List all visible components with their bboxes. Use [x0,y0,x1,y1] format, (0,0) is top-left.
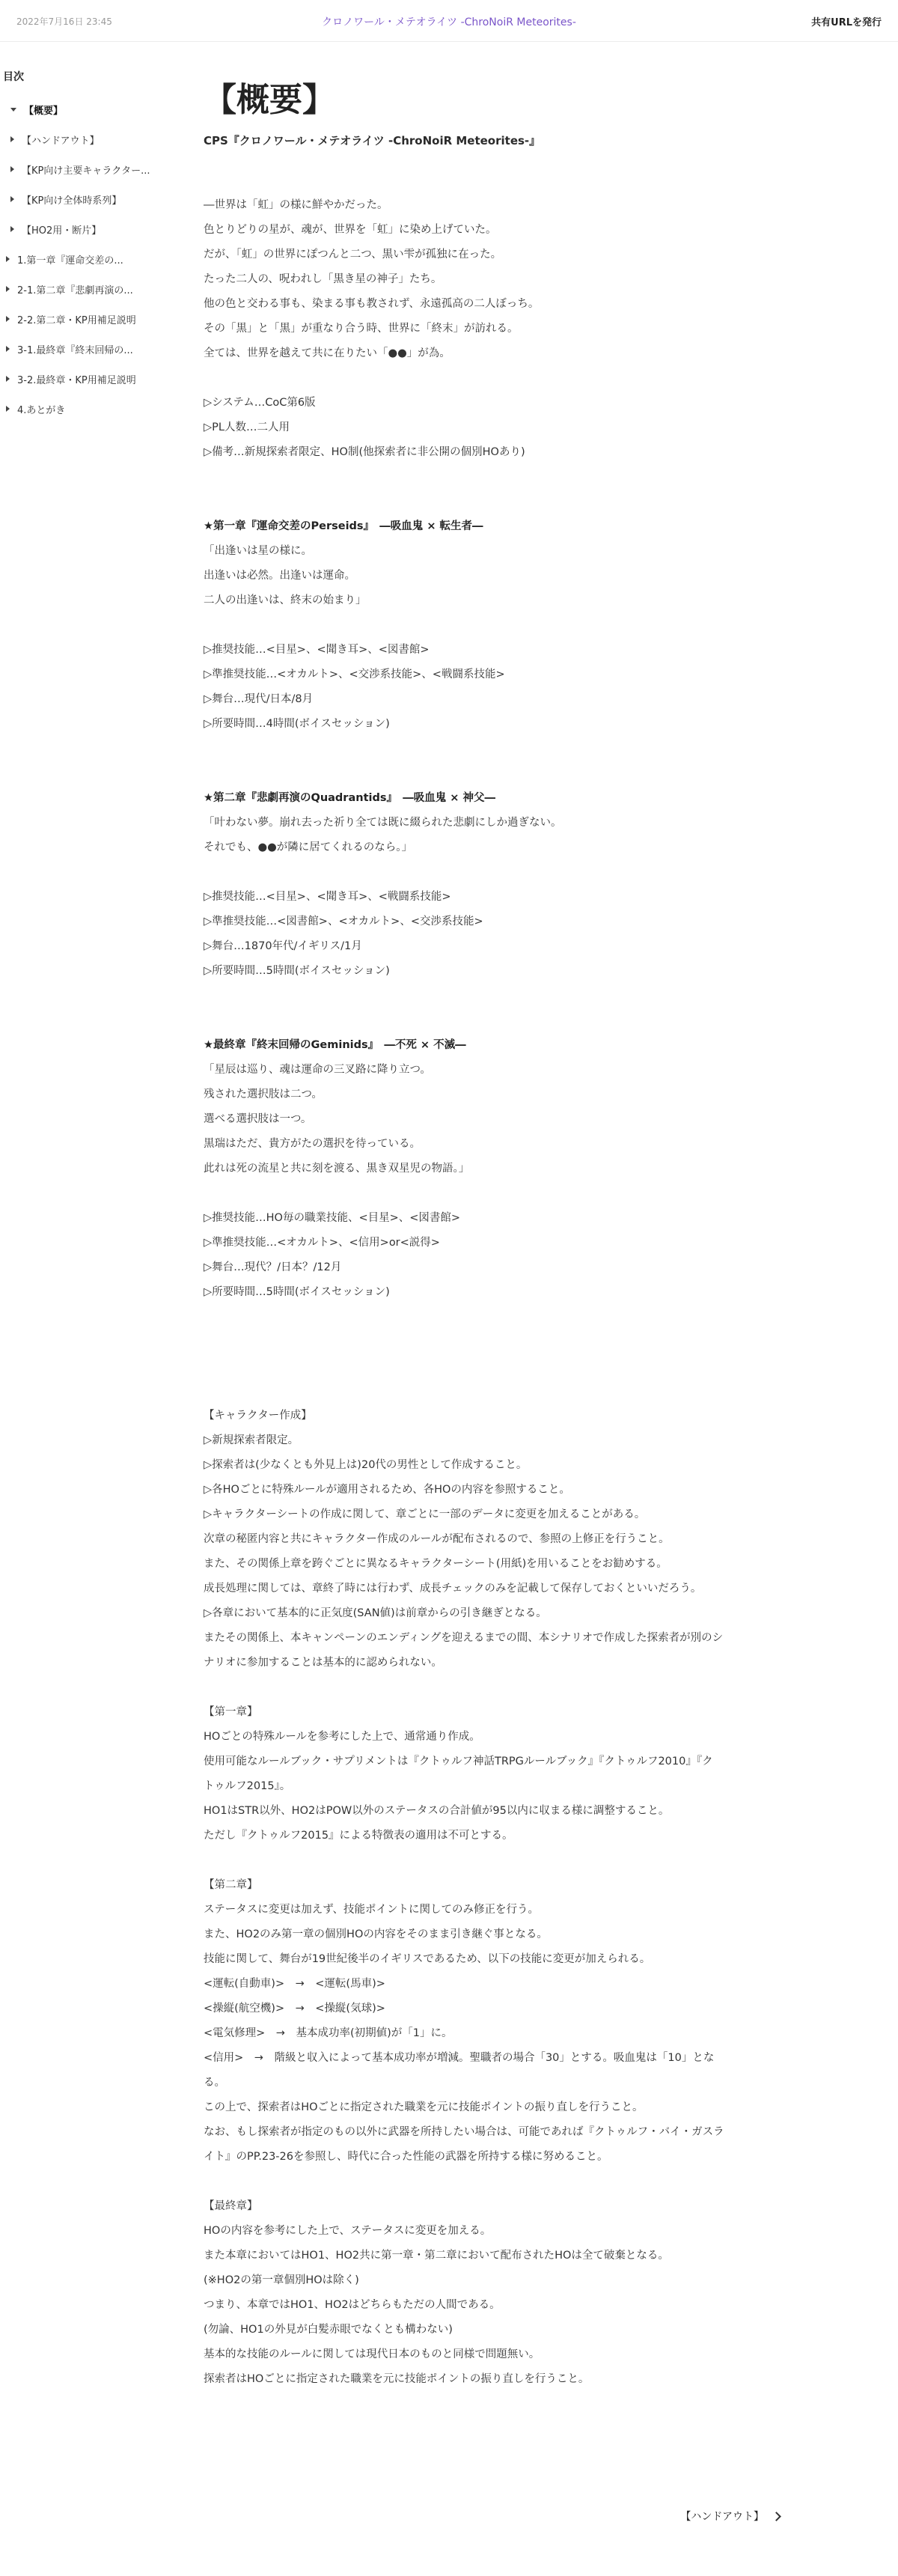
body-line: HOの内容を参考にした上で、ステータスに変更を加える。 [204,2225,492,2237]
toc-item-label: 3-2.最終章・KP用補足説明 [17,374,136,386]
spacer [204,2169,780,2194]
body-line: つまり、本章ではHO1、HO2はどちらもただの人間である。 [204,2299,501,2311]
toc-item-label: 4.あとがき [17,404,66,416]
chapter-heading: ★最終章『終末回帰のGeminids』 ―不死 × 不滅― [204,1039,466,1051]
body-line: <信用> → 階級と収入によって基本成功率が増減。聖職者の場合「30」とする。吸血鬼は「10」とな る。 [204,2052,715,2089]
body-line: HOごとの特殊ルールを参考にした上で、通常通り作成。 [204,1731,480,1743]
toc-item[interactable] [0,370,180,388]
spacer [204,613,780,638]
toc-item[interactable] [0,310,180,328]
caret-right-icon [10,136,14,142]
body-line: だが、「虹」の世界にぽつんと二つ、黒い雫が孤独に在った。 [204,249,502,261]
body-line: ▷推奨技能…<目星>、<聞き耳>、<戦闘系技能> [204,891,451,903]
spacer [204,465,780,490]
toc-item[interactable] [0,340,180,358]
scenario-subtitle: CPS『クロノワール・メテオライツ -ChroNoiR Meteorites-』 [204,134,541,147]
body-line: また本章においてはHO1、HO2共に第一章・第二章において配布されたHOは全て破棄となる。 [204,2250,669,2262]
caret-right-icon [6,406,10,412]
spacer [204,860,780,885]
overview-body [204,193,780,2392]
body-line: 全ては、世界を越えて共に在りたい「●●」が為。 [204,347,450,359]
caret-right-icon [6,346,10,352]
section-heading: 【概要】 [204,81,335,119]
caret-right-icon [10,166,14,172]
body-line: 出逢いは必然。出逢いは運命。 [204,570,355,582]
body-line: なお、もし探索者が指定のもの以外に武器を所持したい場合は、可能であれば『クトゥルフ・バイ・ガスラ イト』のPP.23-26を参照し、時代に合った性能の武器を所持する様に努めること。 [204,2126,724,2163]
body-line: ステータスに変更は加えず、技能ポイントに関してのみ修正を行う。 [204,1904,540,1916]
body-line: ▷舞台…現代？/日本？/12月 [204,1261,342,1273]
next-page-label: 【ハンドアウト】 [680,2511,764,2523]
body-line: ▷推奨技能…HO毎の職業技能、<目星>、<図書館> [204,1212,461,1224]
table-of-contents [0,69,180,430]
body-line: ▷各HOごとに特殊ルールが適用されるため、各HOの内容を参照すること。 [204,1484,570,1496]
body-line: ▷所要時間…4時間(ボイスセッション) [204,718,390,730]
toc-item[interactable] [0,280,180,298]
body-line: 残された選択肢は二つ。 [204,1088,323,1100]
chapter-heading: ★第二章『悲劇再演のQuadrantids』 ―吸血鬼 × 神父― [204,792,495,804]
toc-item-label: 2-2.第二章・KP用補足説明 [17,314,136,326]
spacer [204,490,780,514]
toc-item-label: 3-1.最終章『終末回帰の... [17,344,133,356]
spacer [204,1848,780,1873]
body-line: ▷舞台…現代/日本/8月 [204,693,314,705]
toc-item-label: 【ハンドアウト】 [22,135,100,147]
body-line: この上で、探索者はHOごとに指定された職業を元に技能ポイントの振り直しを行うこと。 [204,2101,644,2113]
body-line: ▷準推奨技能…<図書館>、<オカルト>、<交渉系技能> [204,916,483,928]
page-title-link[interactable]: クロノワール・メテオライツ -ChroNoiR Meteorites- [322,16,576,28]
caret-right-icon [6,286,10,292]
body-line: 【第二章】 [204,1879,258,1891]
body-line: 他の色と交わる事も、染まる事も教されず、永遠孤高の二人ぼっち。 [204,298,540,310]
body-line: ▷準推奨技能…<オカルト>、<交渉系技能>、<戦闘系技能> [204,669,505,680]
toc-item-label: 【概要】 [24,105,64,117]
body-line: ▷PL人数…二人用 [204,421,290,433]
main-content [204,79,780,2392]
caret-right-icon [10,196,14,202]
body-line: <運転(自動車)> → <運転(馬車)> [204,1978,385,1990]
spacer [204,1008,780,1033]
toc-title: 目次 [3,71,24,83]
body-line: ただし『クトゥルフ2015』による特徴表の適用は不可とする。 [204,1830,513,1842]
spacer [204,1181,780,1206]
toc-item[interactable] [0,400,180,418]
next-page-link[interactable] [680,2509,780,2524]
body-line: またその関係上、本キャンペーンのエンディングを迎えるまでの間、本シナリオで作成した探索者が別のシ ナリオに参加することは基本的に認められない。 [204,1632,724,1669]
body-line: 此れは死の流星と共に刻を渡る、黒き双星児の物語。」 [204,1163,470,1175]
body-line: 【第一章】 [204,1706,258,1718]
body-line: 色とりどりの星が、魂が、世界を「虹」に染め上げていた。 [204,224,497,236]
toc-item[interactable] [0,250,180,268]
body-line: (勿論、HO1の外見が白髪赤眼でなくとも構わない) [204,2324,453,2336]
body-line: ▷新規探索者限定。 [204,1434,299,1446]
body-line: <電気修理> → 基本成功率(初期値)が「1」に。 [204,2027,453,2039]
top-bar [0,0,898,42]
body-line: ▷備考…新規探索者限定、HO制(他探索者に非公開の個別HOあり) [204,446,525,458]
body-line: ▷所要時間…5時間(ボイスセッション) [204,965,390,977]
body-line: 「叶わない夢。崩れ去った祈り全ては既に綴られた悲劇にしか過ぎない。 [204,817,562,829]
body-line: ―世界は「虹」の様に鮮やかだった。 [204,199,388,211]
body-line: たった二人の、呪われし「黒き星の神子」たち。 [204,273,442,285]
updated-date: 2022年7月16日 23:45 [16,16,112,27]
toc-item-label: 1.第一章『運命交差の... [17,255,123,267]
body-line: 二人の出逢いは、終末の始まり」 [204,594,367,606]
spacer [204,984,780,1008]
caret-right-icon [10,226,14,232]
body-line: ▷所要時間…5時間(ボイスセッション) [204,1286,390,1298]
body-line: <操縦(航空機)> → <操縦(気球)> [204,2003,385,2015]
chapter-heading: ★第一章『運命交差のPerseids』 ―吸血鬼 × 転生者― [204,520,483,532]
body-line: 次章の秘匿内容と共にキャラクター作成のルールが配布されるので、参照の上修正を行うこと。 [204,1533,670,1545]
toc-item[interactable] [0,190,180,208]
toc-item[interactable] [0,220,180,238]
body-line: ▷準推奨技能…<オカルト>、<信用>or<説得> [204,1237,440,1249]
body-line: また、その関係上章を跨ぐごとに異なるキャラクターシート(用紙)を用いることをお勧めする。 [204,1558,668,1570]
chevron-right-icon [772,2512,781,2521]
body-line: 探索者はHOごとに指定された職業を元に技能ポイントの振り直しを行うこと。 [204,2373,590,2385]
body-line: ▷システム…CoC第6版 [204,397,316,409]
body-line: その「黒」と「黒」が重なり合う時、世界に「終末」が訪れる。 [204,323,519,335]
spacer [204,737,780,761]
spacer [204,1354,780,1379]
body-line: 技能に関して、舞台が19世紀後半のイギリスであるため、以下の技能に変更が加えられる。 [204,1953,651,1965]
caret-right-icon [6,316,10,322]
toc-item[interactable] [0,160,180,178]
body-line: 選べる選択肢は一つ。 [204,1113,312,1125]
spacer [204,1305,780,1330]
body-line: 【最終章】 [204,2200,258,2212]
body-line: それでも、●●が隣に居てくれるのなら。」 [204,841,413,853]
toc-list [0,100,180,418]
toc-item-label: 【KP向け主要キャラクター... [22,165,150,177]
spacer [204,366,780,391]
toc-item[interactable] [0,130,180,148]
body-line: (※HO2の第一章個別HOは除く) [204,2274,359,2286]
body-line: 「星辰は巡り、魂は運命の三叉路に降り立つ。 [204,1064,431,1076]
body-line: ▷キャラクターシートの作成に関して、章ごとに一部のデータに変更を加えることがある。 [204,1508,646,1520]
body-line: ▷各章において基本的に正気度(SAN値)は前章からの引き継ぎとなる。 [204,1607,547,1619]
toc-item-label: 2-1.第二章『悲劇再演の... [17,284,133,296]
spacer [204,1675,780,1700]
body-line: 【キャラクター作成】 [204,1410,312,1422]
body-line: 基本的な技能のルールに関しては現代日本のものと同様で問題無い。 [204,2348,540,2360]
body-line: ▷推奨技能…<目星>、<聞き耳>、<図書館> [204,644,430,656]
share-url-button[interactable]: 共有URLを発行 [811,17,882,28]
caret-right-icon [6,256,10,262]
spacer [204,761,780,786]
toc-item-label: 【KP向け全体時系列】 [22,195,122,207]
toc-item[interactable] [0,100,180,118]
body-line: 使用可能なルールブック・サプリメントは『クトゥルフ神話TRPGルールブック』『クトゥルフ2010』『ク トゥルフ2015』。 [204,1756,713,1792]
toc-item-label: 【HO2用・断片】 [22,225,102,237]
body-line: 成長処理に関しては、章終了時には行わず、成長チェックのみを記載して保存しておくといいだろう。 [204,1583,702,1595]
body-line: また、HO2のみ第一章の個別HOの内容をそのまま引き継ぐ事となる。 [204,1928,548,1940]
body-line: 「出逢いは星の様に。 [204,545,312,557]
spacer [204,1379,780,1404]
body-line: HO1はSTR以外、HO2はPOW以外のステータスの合計値が95以内に収まる様に調整すること。 [204,1805,670,1817]
body-line: 黒瑞はただ、貴方がたの選択を待っている。 [204,1138,421,1150]
caret-down-icon [10,108,16,112]
body-line: ▷探索者は(少なくとも外見上は)20代の男性として作成すること。 [204,1459,528,1471]
caret-right-icon [6,376,10,382]
spacer [204,1330,780,1354]
body-line: ▷舞台…1870年代/イギリス/1月 [204,940,362,952]
